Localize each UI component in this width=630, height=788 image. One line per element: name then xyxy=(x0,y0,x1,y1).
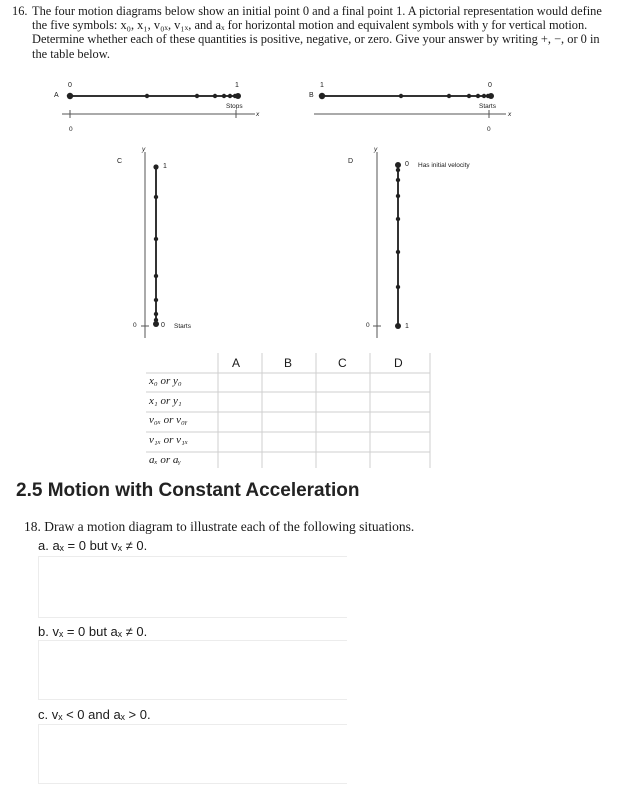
diagram-b-start: 1 xyxy=(320,82,324,89)
diagram-c-axis: y xyxy=(142,146,146,153)
diagram-b-note: Starts xyxy=(479,103,496,110)
diagram-a-start: 0 xyxy=(68,82,72,89)
problem-number: 16. xyxy=(12,4,28,18)
diagram-d-top-point: 0 xyxy=(405,161,409,168)
diagram-d-bottom-point: 1 xyxy=(405,323,409,330)
col-header-d: D xyxy=(394,356,403,370)
part-b-text: b. vₓ = 0 but aₓ ≠ 0. xyxy=(38,624,148,639)
part-c-answer-area[interactable] xyxy=(38,724,347,784)
diagram-d-origin: 0 xyxy=(366,322,370,329)
diagram-c-note: Starts xyxy=(174,323,191,330)
diagram-a-origin: 0 xyxy=(69,126,73,133)
diagram-c-top-point: 1 xyxy=(163,163,167,170)
diagram-b-axis: x xyxy=(508,111,512,118)
section-title: 2.5 Motion with Constant Acceleration xyxy=(16,480,360,501)
row-label: x₀ or y₀ xyxy=(149,375,182,387)
diagram-d-axis: y xyxy=(374,146,378,153)
problem-16-text: The four motion diagrams below show an initial point 0 and a final point 1. A pictorial representation would define the five symbols: x₀, x₁, v₀ₓ, v₁ₓ, and aₓ for horizontal motion and equivalent symbols with y for vertical motion. Determine whether each of these quantities is positive, negative, or zero. Give your answer by writing +, −, or 0 in the table below. xyxy=(32,4,602,61)
part-c-text: c. vₓ < 0 and aₓ > 0. xyxy=(38,707,151,722)
part-a-text: a. aₓ = 0 but vₓ ≠ 0. xyxy=(38,538,148,553)
diagram-c-bottom-point: 0 xyxy=(161,322,165,329)
diagram-a-end: 1 xyxy=(235,82,239,89)
col-header-b: B xyxy=(284,356,293,370)
diagram-a-axis: x xyxy=(256,111,260,118)
diagram-c-origin: 0 xyxy=(133,322,137,329)
diagram-b-end: 0 xyxy=(488,82,492,89)
diagram-b-origin: 0 xyxy=(487,126,491,133)
row-label: aₓ or aᵧ xyxy=(149,454,181,466)
problem-18-prompt: 18. Draw a motion diagram to illustrate each of the following situations. xyxy=(24,519,415,534)
col-header-a: A xyxy=(232,356,241,370)
diagram-a-note: Stops xyxy=(226,103,243,110)
diagram-d-label: D xyxy=(348,158,354,165)
row-label: v₁ₓ or v₁ₓ xyxy=(149,434,188,446)
row-label: v₀ₓ or v₀ᵧ xyxy=(149,414,188,426)
col-header-c: C xyxy=(338,356,347,370)
part-b-answer-area[interactable] xyxy=(38,640,347,700)
diagram-a-label: A xyxy=(54,92,59,99)
diagram-d-note: Has initial velocity xyxy=(418,162,470,169)
diagram-c-label: C xyxy=(117,158,123,165)
part-a-answer-area[interactable] xyxy=(38,556,347,618)
row-label: x₁ or y₁ xyxy=(149,395,182,407)
diagram-b-label: B xyxy=(309,92,314,99)
